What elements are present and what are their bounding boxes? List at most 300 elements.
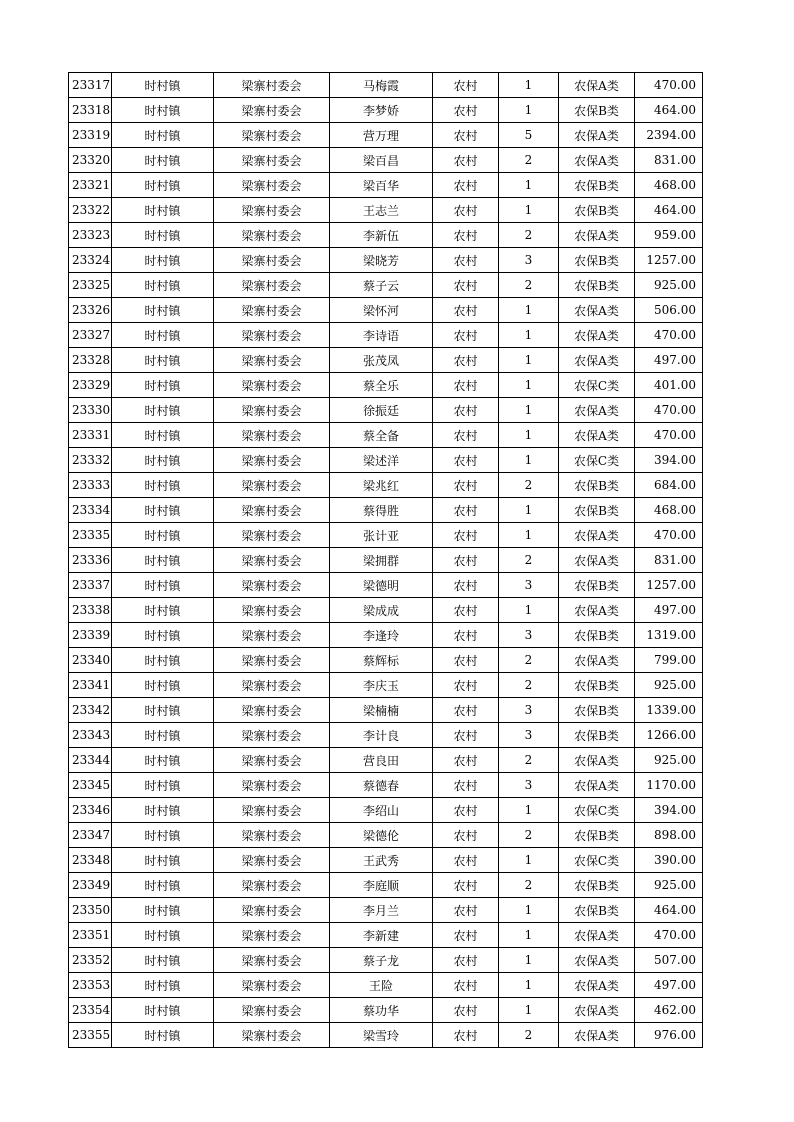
insurance-class-cell: 农保B类 <box>559 498 635 523</box>
record-id-cell: 23348 <box>69 848 112 873</box>
village-committee-cell: 梁寨村委会 <box>214 273 330 298</box>
table-row <box>69 673 703 698</box>
town-cell: 时村镇 <box>112 173 214 198</box>
area-type-cell: 农村 <box>433 173 499 198</box>
table-row <box>69 148 703 173</box>
household-size-cell: 2 <box>499 648 559 673</box>
record-id-cell: 23337 <box>69 573 112 598</box>
record-id-cell: 23321 <box>69 173 112 198</box>
table-row <box>69 523 703 548</box>
amount-cell: 464.00 <box>635 898 703 923</box>
household-size-cell: 2 <box>499 823 559 848</box>
name-cell: 营良田 <box>330 748 433 773</box>
insurance-class-cell: 农保B类 <box>559 98 635 123</box>
insurance-class-cell: 农保B类 <box>559 198 635 223</box>
household-size-cell: 1 <box>499 198 559 223</box>
record-id-cell: 23329 <box>69 373 112 398</box>
name-cell: 营万理 <box>330 123 433 148</box>
name-cell: 蔡辉标 <box>330 648 433 673</box>
household-size-cell: 1 <box>499 373 559 398</box>
amount-cell: 470.00 <box>635 923 703 948</box>
town-cell: 时村镇 <box>112 223 214 248</box>
name-cell: 张计亚 <box>330 523 433 548</box>
insurance-class-cell: 农保A类 <box>559 973 635 998</box>
area-type-cell: 农村 <box>433 973 499 998</box>
town-cell: 时村镇 <box>112 698 214 723</box>
record-id-cell: 23328 <box>69 348 112 373</box>
household-size-cell: 1 <box>499 73 559 98</box>
village-committee-cell: 梁寨村委会 <box>214 448 330 473</box>
insurance-class-cell: 农保A类 <box>559 423 635 448</box>
area-type-cell: 农村 <box>433 398 499 423</box>
name-cell: 蔡全备 <box>330 423 433 448</box>
town-cell: 时村镇 <box>112 323 214 348</box>
area-type-cell: 农村 <box>433 298 499 323</box>
amount-cell: 497.00 <box>635 598 703 623</box>
table-row <box>69 348 703 373</box>
village-committee-cell: 梁寨村委会 <box>214 973 330 998</box>
area-type-cell: 农村 <box>433 648 499 673</box>
area-type-cell: 农村 <box>433 198 499 223</box>
name-cell: 马梅霞 <box>330 73 433 98</box>
table-row <box>69 248 703 273</box>
household-size-cell: 1 <box>499 598 559 623</box>
insurance-class-cell: 农保A类 <box>559 748 635 773</box>
village-committee-cell: 梁寨村委会 <box>214 848 330 873</box>
table-row <box>69 848 703 873</box>
name-cell: 蔡功华 <box>330 998 433 1023</box>
name-cell: 李庆玉 <box>330 673 433 698</box>
record-id-cell: 23342 <box>69 698 112 723</box>
insurance-class-cell: 农保A类 <box>559 348 635 373</box>
amount-cell: 464.00 <box>635 98 703 123</box>
village-committee-cell: 梁寨村委会 <box>214 298 330 323</box>
table-row <box>69 273 703 298</box>
name-cell: 李绍山 <box>330 798 433 823</box>
household-size-cell: 1 <box>499 323 559 348</box>
name-cell: 梁怀河 <box>330 298 433 323</box>
insurance-class-cell: 农保A类 <box>559 398 635 423</box>
table-row <box>69 323 703 348</box>
village-committee-cell: 梁寨村委会 <box>214 648 330 673</box>
insurance-class-cell: 农保B类 <box>559 723 635 748</box>
insurance-class-cell: 农保A类 <box>559 773 635 798</box>
household-size-cell: 3 <box>499 773 559 798</box>
area-type-cell: 农村 <box>433 848 499 873</box>
insurance-class-cell: 农保A类 <box>559 598 635 623</box>
insurance-class-cell: 农保B类 <box>559 623 635 648</box>
table-row <box>69 548 703 573</box>
town-cell: 时村镇 <box>112 573 214 598</box>
record-id-cell: 23332 <box>69 448 112 473</box>
area-type-cell: 农村 <box>433 423 499 448</box>
record-id-cell: 23338 <box>69 598 112 623</box>
insurance-class-cell: 农保B类 <box>559 898 635 923</box>
amount-cell: 470.00 <box>635 398 703 423</box>
town-cell: 时村镇 <box>112 1023 214 1048</box>
area-type-cell: 农村 <box>433 248 499 273</box>
household-size-cell: 1 <box>499 173 559 198</box>
town-cell: 时村镇 <box>112 973 214 998</box>
record-id-cell: 23349 <box>69 873 112 898</box>
name-cell: 梁德明 <box>330 573 433 598</box>
town-cell: 时村镇 <box>112 198 214 223</box>
town-cell: 时村镇 <box>112 398 214 423</box>
area-type-cell: 农村 <box>433 998 499 1023</box>
household-size-cell: 2 <box>499 148 559 173</box>
table-row <box>69 1023 703 1048</box>
record-id-cell: 23341 <box>69 673 112 698</box>
relief-roster-table <box>68 72 703 1048</box>
insurance-class-cell: 农保A类 <box>559 298 635 323</box>
record-id-cell: 23331 <box>69 423 112 448</box>
name-cell: 梁晓芳 <box>330 248 433 273</box>
town-cell: 时村镇 <box>112 423 214 448</box>
area-type-cell: 农村 <box>433 698 499 723</box>
name-cell: 梁百华 <box>330 173 433 198</box>
insurance-class-cell: 农保A类 <box>559 998 635 1023</box>
insurance-class-cell: 农保B类 <box>559 698 635 723</box>
insurance-class-cell: 农保A类 <box>559 123 635 148</box>
household-size-cell: 2 <box>499 1023 559 1048</box>
insurance-class-cell: 农保B类 <box>559 873 635 898</box>
name-cell: 王武秀 <box>330 848 433 873</box>
area-type-cell: 农村 <box>433 673 499 698</box>
household-size-cell: 1 <box>499 798 559 823</box>
household-size-cell: 3 <box>499 698 559 723</box>
household-size-cell: 2 <box>499 748 559 773</box>
table-row <box>69 448 703 473</box>
amount-cell: 401.00 <box>635 373 703 398</box>
village-committee-cell: 梁寨村委会 <box>214 223 330 248</box>
record-id-cell: 23323 <box>69 223 112 248</box>
record-id-cell: 23317 <box>69 73 112 98</box>
amount-cell: 831.00 <box>635 148 703 173</box>
village-committee-cell: 梁寨村委会 <box>214 548 330 573</box>
table-row <box>69 123 703 148</box>
household-size-cell: 1 <box>499 998 559 1023</box>
name-cell: 蔡子龙 <box>330 948 433 973</box>
name-cell: 梁楠楠 <box>330 698 433 723</box>
town-cell: 时村镇 <box>112 548 214 573</box>
area-type-cell: 农村 <box>433 898 499 923</box>
name-cell: 徐振廷 <box>330 398 433 423</box>
town-cell: 时村镇 <box>112 723 214 748</box>
insurance-class-cell: 农保A类 <box>559 148 635 173</box>
record-id-cell: 23320 <box>69 148 112 173</box>
table-row <box>69 198 703 223</box>
record-id-cell: 23354 <box>69 998 112 1023</box>
record-id-cell: 23334 <box>69 498 112 523</box>
amount-cell: 507.00 <box>635 948 703 973</box>
town-cell: 时村镇 <box>112 948 214 973</box>
record-id-cell: 23339 <box>69 623 112 648</box>
area-type-cell: 农村 <box>433 523 499 548</box>
table-row <box>69 948 703 973</box>
area-type-cell: 农村 <box>433 223 499 248</box>
amount-cell: 1266.00 <box>635 723 703 748</box>
area-type-cell: 农村 <box>433 123 499 148</box>
household-size-cell: 1 <box>499 498 559 523</box>
amount-cell: 799.00 <box>635 648 703 673</box>
area-type-cell: 农村 <box>433 773 499 798</box>
record-id-cell: 23319 <box>69 123 112 148</box>
area-type-cell: 农村 <box>433 948 499 973</box>
village-committee-cell: 梁寨村委会 <box>214 398 330 423</box>
amount-cell: 394.00 <box>635 448 703 473</box>
town-cell: 时村镇 <box>112 98 214 123</box>
insurance-class-cell: 农保A类 <box>559 323 635 348</box>
village-committee-cell: 梁寨村委会 <box>214 423 330 448</box>
amount-cell: 1257.00 <box>635 573 703 598</box>
village-committee-cell: 梁寨村委会 <box>214 173 330 198</box>
name-cell: 梁述洋 <box>330 448 433 473</box>
village-committee-cell: 梁寨村委会 <box>214 673 330 698</box>
table-row <box>69 723 703 748</box>
name-cell: 李月兰 <box>330 898 433 923</box>
table-row <box>69 873 703 898</box>
table-row <box>69 473 703 498</box>
village-committee-cell: 梁寨村委会 <box>214 98 330 123</box>
area-type-cell: 农村 <box>433 98 499 123</box>
town-cell: 时村镇 <box>112 248 214 273</box>
household-size-cell: 1 <box>499 848 559 873</box>
record-id-cell: 23350 <box>69 898 112 923</box>
village-committee-cell: 梁寨村委会 <box>214 798 330 823</box>
insurance-class-cell: 农保A类 <box>559 73 635 98</box>
household-size-cell: 2 <box>499 873 559 898</box>
town-cell: 时村镇 <box>112 348 214 373</box>
amount-cell: 1319.00 <box>635 623 703 648</box>
record-id-cell: 23344 <box>69 748 112 773</box>
name-cell: 蔡子云 <box>330 273 433 298</box>
name-cell: 李梦娇 <box>330 98 433 123</box>
insurance-class-cell: 农保B类 <box>559 823 635 848</box>
amount-cell: 468.00 <box>635 173 703 198</box>
household-size-cell: 1 <box>499 448 559 473</box>
town-cell: 时村镇 <box>112 773 214 798</box>
town-cell: 时村镇 <box>112 998 214 1023</box>
name-cell: 李计良 <box>330 723 433 748</box>
record-id-cell: 23345 <box>69 773 112 798</box>
table-row <box>69 73 703 98</box>
household-size-cell: 1 <box>499 398 559 423</box>
name-cell: 梁雪玲 <box>330 1023 433 1048</box>
village-committee-cell: 梁寨村委会 <box>214 323 330 348</box>
table-row <box>69 773 703 798</box>
name-cell: 王险 <box>330 973 433 998</box>
insurance-class-cell: 农保C类 <box>559 848 635 873</box>
amount-cell: 468.00 <box>635 498 703 523</box>
name-cell: 王志兰 <box>330 198 433 223</box>
name-cell: 梁兆红 <box>330 473 433 498</box>
name-cell: 李新建 <box>330 923 433 948</box>
record-id-cell: 23346 <box>69 798 112 823</box>
record-id-cell: 23336 <box>69 548 112 573</box>
table-row <box>69 623 703 648</box>
household-size-cell: 3 <box>499 723 559 748</box>
area-type-cell: 农村 <box>433 373 499 398</box>
record-id-cell: 23318 <box>69 98 112 123</box>
record-id-cell: 23352 <box>69 948 112 973</box>
area-type-cell: 农村 <box>433 723 499 748</box>
insurance-class-cell: 农保A类 <box>559 223 635 248</box>
table-row <box>69 998 703 1023</box>
insurance-class-cell: 农保B类 <box>559 673 635 698</box>
town-cell: 时村镇 <box>112 673 214 698</box>
record-id-cell: 23322 <box>69 198 112 223</box>
amount-cell: 898.00 <box>635 823 703 848</box>
record-id-cell: 23353 <box>69 973 112 998</box>
town-cell: 时村镇 <box>112 823 214 848</box>
amount-cell: 959.00 <box>635 223 703 248</box>
area-type-cell: 农村 <box>433 873 499 898</box>
insurance-class-cell: 农保B类 <box>559 248 635 273</box>
table-row <box>69 823 703 848</box>
table-row <box>69 573 703 598</box>
village-committee-cell: 梁寨村委会 <box>214 598 330 623</box>
amount-cell: 925.00 <box>635 748 703 773</box>
table-row <box>69 698 703 723</box>
area-type-cell: 农村 <box>433 923 499 948</box>
name-cell: 梁德伦 <box>330 823 433 848</box>
household-size-cell: 3 <box>499 623 559 648</box>
area-type-cell: 农村 <box>433 548 499 573</box>
table-row <box>69 373 703 398</box>
village-committee-cell: 梁寨村委会 <box>214 248 330 273</box>
household-size-cell: 2 <box>499 548 559 573</box>
record-id-cell: 23324 <box>69 248 112 273</box>
record-id-cell: 23330 <box>69 398 112 423</box>
insurance-class-cell: 农保A类 <box>559 648 635 673</box>
record-id-cell: 23335 <box>69 523 112 548</box>
town-cell: 时村镇 <box>112 373 214 398</box>
insurance-class-cell: 农保A类 <box>559 548 635 573</box>
record-id-cell: 23325 <box>69 273 112 298</box>
amount-cell: 831.00 <box>635 548 703 573</box>
area-type-cell: 农村 <box>433 823 499 848</box>
household-size-cell: 1 <box>499 98 559 123</box>
table-row <box>69 973 703 998</box>
amount-cell: 394.00 <box>635 798 703 823</box>
town-cell: 时村镇 <box>112 148 214 173</box>
insurance-class-cell: 农保B类 <box>559 173 635 198</box>
town-cell: 时村镇 <box>112 798 214 823</box>
amount-cell: 470.00 <box>635 423 703 448</box>
amount-cell: 470.00 <box>635 523 703 548</box>
name-cell: 蔡全乐 <box>330 373 433 398</box>
area-type-cell: 农村 <box>433 748 499 773</box>
table-row <box>69 598 703 623</box>
town-cell: 时村镇 <box>112 273 214 298</box>
amount-cell: 2394.00 <box>635 123 703 148</box>
amount-cell: 497.00 <box>635 348 703 373</box>
table-row <box>69 298 703 323</box>
table-row <box>69 748 703 773</box>
insurance-class-cell: 农保C类 <box>559 448 635 473</box>
village-committee-cell: 梁寨村委会 <box>214 998 330 1023</box>
name-cell: 梁百昌 <box>330 148 433 173</box>
village-committee-cell: 梁寨村委会 <box>214 823 330 848</box>
town-cell: 时村镇 <box>112 598 214 623</box>
area-type-cell: 农村 <box>433 798 499 823</box>
amount-cell: 462.00 <box>635 998 703 1023</box>
town-cell: 时村镇 <box>112 523 214 548</box>
village-committee-cell: 梁寨村委会 <box>214 148 330 173</box>
town-cell: 时村镇 <box>112 923 214 948</box>
amount-cell: 506.00 <box>635 298 703 323</box>
table-row <box>69 498 703 523</box>
record-id-cell: 23347 <box>69 823 112 848</box>
record-id-cell: 23355 <box>69 1023 112 1048</box>
table-row <box>69 173 703 198</box>
name-cell: 蔡德春 <box>330 773 433 798</box>
table-body <box>69 73 703 1048</box>
insurance-class-cell: 农保B类 <box>559 573 635 598</box>
record-id-cell: 23351 <box>69 923 112 948</box>
amount-cell: 925.00 <box>635 273 703 298</box>
town-cell: 时村镇 <box>112 648 214 673</box>
village-committee-cell: 梁寨村委会 <box>214 498 330 523</box>
area-type-cell: 农村 <box>433 323 499 348</box>
name-cell: 李逢玲 <box>330 623 433 648</box>
household-size-cell: 2 <box>499 223 559 248</box>
village-committee-cell: 梁寨村委会 <box>214 748 330 773</box>
area-type-cell: 农村 <box>433 273 499 298</box>
insurance-class-cell: 农保A类 <box>559 1023 635 1048</box>
name-cell: 李新伍 <box>330 223 433 248</box>
village-committee-cell: 梁寨村委会 <box>214 723 330 748</box>
area-type-cell: 农村 <box>433 1023 499 1048</box>
household-size-cell: 1 <box>499 973 559 998</box>
village-committee-cell: 梁寨村委会 <box>214 698 330 723</box>
household-size-cell: 3 <box>499 573 559 598</box>
village-committee-cell: 梁寨村委会 <box>214 473 330 498</box>
table-row <box>69 898 703 923</box>
village-committee-cell: 梁寨村委会 <box>214 523 330 548</box>
table-row <box>69 98 703 123</box>
name-cell: 梁成成 <box>330 598 433 623</box>
village-committee-cell: 梁寨村委会 <box>214 923 330 948</box>
insurance-class-cell: 农保C类 <box>559 798 635 823</box>
household-size-cell: 2 <box>499 673 559 698</box>
household-size-cell: 1 <box>499 898 559 923</box>
amount-cell: 464.00 <box>635 198 703 223</box>
village-committee-cell: 梁寨村委会 <box>214 348 330 373</box>
village-committee-cell: 梁寨村委会 <box>214 623 330 648</box>
area-type-cell: 农村 <box>433 598 499 623</box>
village-committee-cell: 梁寨村委会 <box>214 948 330 973</box>
area-type-cell: 农村 <box>433 148 499 173</box>
household-size-cell: 5 <box>499 123 559 148</box>
name-cell: 蔡得胜 <box>330 498 433 523</box>
amount-cell: 976.00 <box>635 1023 703 1048</box>
area-type-cell: 农村 <box>433 448 499 473</box>
town-cell: 时村镇 <box>112 898 214 923</box>
household-size-cell: 1 <box>499 298 559 323</box>
area-type-cell: 农村 <box>433 73 499 98</box>
amount-cell: 390.00 <box>635 848 703 873</box>
insurance-class-cell: 农保A类 <box>559 523 635 548</box>
town-cell: 时村镇 <box>112 73 214 98</box>
amount-cell: 470.00 <box>635 73 703 98</box>
insurance-class-cell: 农保B类 <box>559 273 635 298</box>
town-cell: 时村镇 <box>112 298 214 323</box>
table-row <box>69 798 703 823</box>
name-cell: 张茂凤 <box>330 348 433 373</box>
town-cell: 时村镇 <box>112 848 214 873</box>
household-size-cell: 3 <box>499 248 559 273</box>
